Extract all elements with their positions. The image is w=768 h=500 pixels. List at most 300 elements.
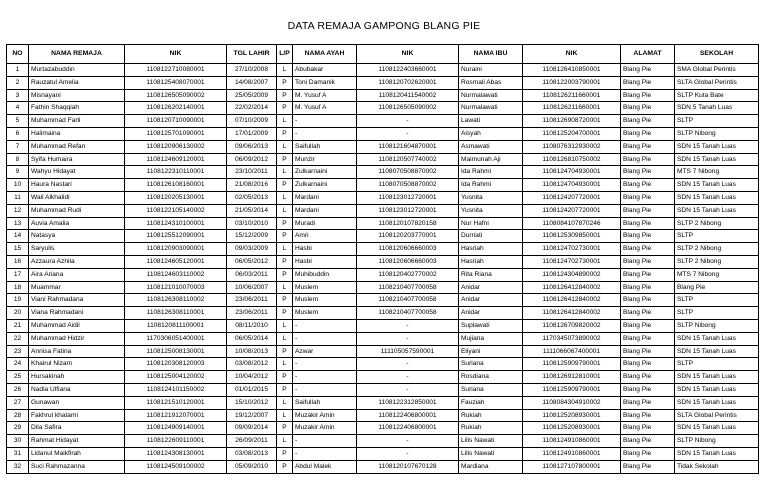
cell-sekolah: SDN 5 Tanah Luas — [675, 102, 759, 115]
cell-nama-ayah: Muhibuddin — [293, 268, 357, 281]
cell-nik-ayah: 1108210407700058 — [357, 294, 459, 307]
cell-nik-ayah: 1108120107820158 — [357, 217, 459, 230]
cell-tgl-lahir: 22/02/2014 — [227, 102, 277, 115]
cell-nama-remaja: Syifa Humaira — [29, 153, 125, 166]
cell-nama-ibu: Suriana — [459, 383, 523, 396]
cell-no: 8 — [7, 153, 29, 166]
cell-gender: L — [277, 191, 293, 204]
cell-nama-ayah: Mardani — [293, 204, 357, 217]
cell-no: 7 — [7, 140, 29, 153]
cell-nik-remaja: 1108124605120001 — [125, 255, 227, 268]
cell-nama-ibu: Yusnita — [459, 191, 523, 204]
cell-nik-ayah: 1108120702620001 — [357, 76, 459, 89]
cell-nik-ayah: - — [357, 358, 459, 371]
cell-tgl-lahir: 02/05/2013 — [227, 191, 277, 204]
cell-nik-remaja: 1108120205130001 — [125, 191, 227, 204]
table-row — [7, 115, 759, 128]
cell-nama-ibu: Nur Hafni — [459, 217, 523, 230]
cell-tgl-lahir: 10/06/2007 — [227, 281, 277, 294]
table-row — [7, 127, 759, 140]
cell-nik-remaja: 1108126108160001 — [125, 179, 227, 192]
cell-nik-ayah: 1108120411540002 — [357, 89, 459, 102]
cell-alamat: Blang Pie — [621, 217, 675, 230]
cell-alamat: Blang Pie — [621, 371, 675, 384]
cell-nik-remaja: 1108120308120003 — [125, 358, 227, 371]
cell-nik-remaja: 1108125008130001 — [125, 345, 227, 358]
cell-nik-remaja: 1108125512090001 — [125, 230, 227, 243]
cell-no: 16 — [7, 255, 29, 268]
table-row — [7, 396, 759, 409]
cell-no: 3 — [7, 89, 29, 102]
cell-tgl-lahir: 03/08/2013 — [227, 447, 277, 460]
cell-nama-remaja: Viani Rahmadana — [29, 294, 125, 307]
table-row — [7, 281, 759, 294]
cell-sekolah: SDN 15 Tanah Luas — [675, 345, 759, 358]
table-row — [7, 217, 759, 230]
header-nik-ibu: NIK — [523, 45, 621, 64]
cell-nama-ibu: Asmawati — [459, 140, 523, 153]
cell-gender: L — [277, 409, 293, 422]
cell-nama-remaja: Aira Ariana — [29, 268, 125, 281]
cell-nik-ibu: 1108126412840002 — [523, 307, 621, 320]
cell-nik-ayah: 1108120507740002 — [357, 153, 459, 166]
cell-alamat: Blang Pie — [621, 179, 675, 192]
cell-sekolah: SDN 15 Tanah Luas — [675, 179, 759, 192]
cell-gender: P — [277, 230, 293, 243]
cell-nik-ayah: 1108070508870002 — [357, 166, 459, 179]
cell-nama-ibu: Hasriah — [459, 255, 523, 268]
cell-nama-remaja: Wail Alkhalidi — [29, 191, 125, 204]
cell-gender: P — [277, 294, 293, 307]
cell-nama-remaja: Auvia Amalia — [29, 217, 125, 230]
cell-tgl-lahir: 23/06/2011 — [227, 294, 277, 307]
cell-nik-ibu: 1108124207720001 — [523, 191, 621, 204]
cell-nama-ibu: Nurmalawati — [459, 89, 523, 102]
cell-nama-remaja: Haura Nastari — [29, 179, 125, 192]
table-row — [7, 89, 759, 102]
cell-gender: P — [277, 217, 293, 230]
cell-sekolah: SLTA Global Perintis — [675, 409, 759, 422]
cell-nik-remaja: 1108124509100002 — [125, 460, 227, 473]
cell-no: 13 — [7, 217, 29, 230]
cell-nik-ibu: 1108125208930001 — [523, 422, 621, 435]
cell-gender: L — [277, 243, 293, 256]
cell-nama-remaja: Fathin Shaqqiah — [29, 102, 125, 115]
cell-alamat: Blang Pie — [621, 64, 675, 77]
cell-nik-ibu: 1108125909790001 — [523, 358, 621, 371]
page-title: DATA REMAJA GAMPONG BLANG PIE — [287, 20, 481, 32]
cell-gender: L — [277, 319, 293, 332]
cell-tgl-lahir: 14/08/2007 — [227, 76, 277, 89]
cell-nik-ibu: 1108124910860001 — [523, 435, 621, 448]
cell-sekolah: SLTP 2 Nibong — [675, 217, 759, 230]
cell-no: 12 — [7, 204, 29, 217]
cell-gender: P — [277, 307, 293, 320]
cell-nik-ibu: 1108124304890002 — [523, 268, 621, 281]
cell-nama-ibu: Lilis Nawati — [459, 435, 523, 448]
table-row — [7, 102, 759, 115]
cell-no: 15 — [7, 243, 29, 256]
cell-gender: P — [277, 422, 293, 435]
cell-nik-ayah: 1108120203770001 — [357, 230, 459, 243]
cell-no: 4 — [7, 102, 29, 115]
cell-gender: P — [277, 383, 293, 396]
cell-nama-remaja: Natasya — [29, 230, 125, 243]
cell-nik-ayah: 1108126505090002 — [357, 102, 459, 115]
cell-tgl-lahir: 15/12/2009 — [227, 230, 277, 243]
cell-nama-ibu: Anidar — [459, 281, 523, 294]
table-row — [7, 243, 759, 256]
header-gender: L/P — [277, 45, 293, 64]
cell-gender: P — [277, 127, 293, 140]
cell-gender: L — [277, 396, 293, 409]
cell-nik-remaja: 1108122310110001 — [125, 166, 227, 179]
cell-gender: P — [277, 102, 293, 115]
cell-alamat: Blang Pie — [621, 383, 675, 396]
cell-no: 1 — [7, 64, 29, 77]
cell-no: 9 — [7, 166, 29, 179]
cell-tgl-lahir: 25/05/2009 — [227, 89, 277, 102]
cell-nik-ibu: 1108126410850001 — [523, 64, 621, 77]
cell-no: 19 — [7, 294, 29, 307]
cell-nama-ibu: Anidar — [459, 307, 523, 320]
cell-alamat: Blang Pie — [621, 332, 675, 345]
cell-nama-remaja: Muammar — [29, 281, 125, 294]
cell-tgl-lahir: 03/08/2012 — [227, 358, 277, 371]
cell-nik-ibu: 1108124704930001 — [523, 179, 621, 192]
cell-tgl-lahir: 03/10/2010 — [227, 217, 277, 230]
cell-no: 24 — [7, 358, 29, 371]
cell-tgl-lahir: 06/03/2011 — [227, 268, 277, 281]
cell-alamat: Blang Pie — [621, 358, 675, 371]
cell-nik-ayah: 1108120606660003 — [357, 255, 459, 268]
cell-nik-ibu: 1108084304910002 — [523, 396, 621, 409]
table-row — [7, 179, 759, 192]
cell-nik-ibu: 1108126912810001 — [523, 371, 621, 384]
cell-nama-ibu: Lilis Nawati — [459, 447, 523, 460]
table-row — [7, 332, 759, 345]
cell-nik-ibu: 1108127107800001 — [523, 460, 621, 473]
cell-tgl-lahir: 26/09/2011 — [227, 435, 277, 448]
cell-nik-ayah: 1108120402770002 — [357, 268, 459, 281]
cell-nama-ayah: Muslem — [293, 307, 357, 320]
cell-nik-ibu: 1108126412840002 — [523, 281, 621, 294]
cell-nama-ibu: Durriati — [459, 230, 523, 243]
cell-nik-ayah: 1108210407700058 — [357, 307, 459, 320]
cell-alamat: Blang Pie — [621, 140, 675, 153]
cell-tgl-lahir: 08/11/2010 — [227, 319, 277, 332]
cell-nama-ibu: Fauziah — [459, 396, 523, 409]
cell-nik-ayah: - — [357, 319, 459, 332]
cell-nik-remaja: 1108126505090002 — [125, 89, 227, 102]
cell-nama-ayah: - — [293, 383, 357, 396]
cell-alamat: Blang Pie — [621, 396, 675, 409]
cell-nik-ibu: 1108076312930002 — [523, 140, 621, 153]
cell-nama-ayah: - — [293, 358, 357, 371]
table-row — [7, 294, 759, 307]
cell-nik-remaja: 1108124308130001 — [125, 447, 227, 460]
table-row — [7, 307, 759, 320]
cell-nama-ibu: Rosmali Abas — [459, 76, 523, 89]
cell-nik-ayah: - — [357, 115, 459, 128]
cell-nama-ibu: Mardiana — [459, 460, 523, 473]
cell-tgl-lahir: 23/06/2011 — [227, 307, 277, 320]
cell-nik-remaja: 1108124101150002 — [125, 383, 227, 396]
cell-alamat: Blang Pie — [621, 345, 675, 358]
header-nama-ibu: NAMA IBU — [459, 45, 523, 64]
table-row — [7, 435, 759, 448]
cell-tgl-lahir: 05/09/2010 — [227, 460, 277, 473]
cell-alamat: Blang Pie — [621, 102, 675, 115]
cell-sekolah: SLTP Nibong — [675, 319, 759, 332]
cell-nik-ayah: - — [357, 332, 459, 345]
cell-nama-ayah: Muzakir Amin — [293, 409, 357, 422]
cell-gender: P — [277, 179, 293, 192]
cell-sekolah: SLTP 2 Nibong — [675, 255, 759, 268]
cell-nik-remaja: 1108121010070003 — [125, 281, 227, 294]
cell-gender: L — [277, 64, 293, 77]
cell-nik-remaja: 1108126308110002 — [125, 294, 227, 307]
cell-tgl-lahir: 27/10/2008 — [227, 64, 277, 77]
table-row — [7, 153, 759, 166]
cell-alamat: Blang Pie — [621, 115, 675, 128]
cell-nik-ayah: 1108123012720001 — [357, 191, 459, 204]
cell-sekolah: SLTP — [675, 358, 759, 371]
table-row — [7, 319, 759, 332]
cell-nik-remaja: 1108120903090001 — [125, 243, 227, 256]
cell-nik-remaja: 1108122609110001 — [125, 435, 227, 448]
cell-nama-ayah: Hasbi — [293, 255, 357, 268]
cell-alamat: Blang Pie — [621, 191, 675, 204]
cell-sekolah: SDN 15 Tanah Luas — [675, 153, 759, 166]
cell-nama-ayah: Saifullah — [293, 140, 357, 153]
cell-nama-remaja: Rauzatul Amelia — [29, 76, 125, 89]
cell-nama-ibu: Aisyah — [459, 127, 523, 140]
table-row — [7, 140, 759, 153]
cell-alamat: Blang Pie — [621, 204, 675, 217]
cell-nik-ibu: 1108124910860001 — [523, 447, 621, 460]
cell-nama-ayah: Muslem — [293, 294, 357, 307]
cell-tgl-lahir: 09/09/2014 — [227, 422, 277, 435]
cell-nik-ayah: 1108122406800001 — [357, 422, 459, 435]
cell-tgl-lahir: 06/05/2012 — [227, 255, 277, 268]
cell-nama-remaja: Halimaina — [29, 127, 125, 140]
cell-gender: L — [277, 115, 293, 128]
cell-tgl-lahir: 23/10/2011 — [227, 166, 277, 179]
cell-alamat: Blang Pie — [621, 268, 675, 281]
cell-nama-remaja: Khairul Nizam — [29, 358, 125, 371]
cell-sekolah: SLTP Nibong — [675, 127, 759, 140]
cell-alamat: Blang Pie — [621, 127, 675, 140]
cell-nik-ibu: 1108084107870246 — [523, 217, 621, 230]
cell-nama-remaja: Muhammad Aidil — [29, 319, 125, 332]
table-row — [7, 345, 759, 358]
cell-alamat: Blang Pie — [621, 435, 675, 448]
cell-nama-ibu: Suplawati — [459, 319, 523, 332]
cell-nik-remaja: 1108125004120002 — [125, 371, 227, 384]
header-nama-remaja: NAMA REMAJA — [29, 45, 125, 64]
cell-nik-ayah: 1108120107670128 — [357, 460, 459, 473]
cell-gender: P — [277, 345, 293, 358]
cell-nik-ibu: 1108126211660001 — [523, 102, 621, 115]
cell-nik-remaja: 1108120906130002 — [125, 140, 227, 153]
table-header-row — [7, 45, 759, 64]
cell-alamat: Blang Pie — [621, 166, 675, 179]
cell-nama-ayah: Zulkarnaini — [293, 166, 357, 179]
cell-gender: L — [277, 140, 293, 153]
header-no: NO — [7, 45, 29, 64]
cell-sekolah: SLTP — [675, 307, 759, 320]
cell-nama-ayah: - — [293, 319, 357, 332]
cell-sekolah: SDN 15 Tanah Luas — [675, 422, 759, 435]
cell-nik-ibu: 1108125204700001 — [523, 127, 621, 140]
cell-nik-ayah: 1108210407700058 — [357, 281, 459, 294]
cell-sekolah: SDN 15 Tanah Luas — [675, 396, 759, 409]
cell-nama-remaja: Muhammad Rudi — [29, 204, 125, 217]
cell-sekolah: MTS 7 Nibong — [675, 268, 759, 281]
cell-nama-ayah: Hasbi — [293, 243, 357, 256]
cell-nik-ibu: 1108126412840002 — [523, 294, 621, 307]
cell-nama-ayah: Mardani — [293, 191, 357, 204]
cell-nama-ayah: Muslem — [293, 281, 357, 294]
youth-data-table — [6, 44, 759, 474]
header-nama-ayah: NAMA AYAH — [293, 45, 357, 64]
table-row — [7, 255, 759, 268]
table-row — [7, 268, 759, 281]
cell-nik-ayah: 1108121604870001 — [357, 140, 459, 153]
cell-nama-ayah: - — [293, 332, 357, 345]
cell-nik-ibu: 1108124702730001 — [523, 243, 621, 256]
cell-alamat: Blang Pie — [621, 153, 675, 166]
cell-tgl-lahir: 07/10/2009 — [227, 115, 277, 128]
cell-gender: P — [277, 255, 293, 268]
cell-gender: L — [277, 435, 293, 448]
table-row — [7, 230, 759, 243]
cell-nik-ayah: 1108122406800001 — [357, 409, 459, 422]
cell-nik-ibu: 1108124704930001 — [523, 166, 621, 179]
cell-no: 10 — [7, 179, 29, 192]
cell-nama-ibu: Rukiah — [459, 409, 523, 422]
cell-gender: P — [277, 153, 293, 166]
cell-alamat: Blang Pie — [621, 422, 675, 435]
cell-nama-ibu: Anidar — [459, 294, 523, 307]
cell-nama-remaja: Nadia Ulfiana — [29, 383, 125, 396]
cell-nama-ayah: Munzir — [293, 153, 357, 166]
cell-no: 17 — [7, 268, 29, 281]
cell-nik-remaja: 1108124909140001 — [125, 422, 227, 435]
cell-no: 6 — [7, 127, 29, 140]
cell-nama-ayah: Amri — [293, 230, 357, 243]
cell-gender: L — [277, 358, 293, 371]
cell-alamat: Blang Pie — [621, 281, 675, 294]
cell-nik-remaja: 1108120811100001 — [125, 319, 227, 332]
table-row — [7, 383, 759, 396]
cell-no: 26 — [7, 383, 29, 396]
table-row — [7, 358, 759, 371]
cell-nama-ayah: Azwar — [293, 345, 357, 358]
cell-nama-remaja: Muhammad Farli — [29, 115, 125, 128]
cell-nama-ayah: - — [293, 371, 357, 384]
cell-nama-remaja: Murtazabuddin — [29, 64, 125, 77]
cell-sekolah: SDN 15 Tanah Luas — [675, 140, 759, 153]
table-row — [7, 64, 759, 77]
cell-nik-ayah: 1108122312850001 — [357, 396, 459, 409]
cell-tgl-lahir: 09/03/2009 — [227, 243, 277, 256]
cell-gender: P — [277, 89, 293, 102]
cell-gender: P — [277, 371, 293, 384]
cell-sekolah: SLTP Kuta Bate — [675, 89, 759, 102]
cell-nama-ibu: Mujiana — [459, 332, 523, 345]
cell-gender: P — [277, 268, 293, 281]
cell-nama-ayah: Toni Damanik — [293, 76, 357, 89]
cell-nik-ayah: - — [357, 127, 459, 140]
cell-sekolah: SDN 15 Tanah Luas — [675, 204, 759, 217]
cell-nik-ayah: 1108070508870002 — [357, 179, 459, 192]
cell-tgl-lahir: 15/10/2012 — [227, 396, 277, 409]
cell-nama-remaja: Fakhrul khatami — [29, 409, 125, 422]
table-row — [7, 191, 759, 204]
cell-nik-remaja: 1108121912070001 — [125, 409, 227, 422]
cell-no: 14 — [7, 230, 29, 243]
cell-nik-ayah: - — [357, 435, 459, 448]
cell-tgl-lahir: 17/01/2009 — [227, 127, 277, 140]
header-alamat: ALAMAT — [621, 45, 675, 64]
cell-nama-remaja: Hursakinah — [29, 371, 125, 384]
cell-nama-ibu: Maimunah Aji — [459, 153, 523, 166]
cell-sekolah: SDN 15 Tanah Luas — [675, 383, 759, 396]
cell-no: 25 — [7, 371, 29, 384]
cell-sekolah: SLTP Nibong — [675, 435, 759, 448]
cell-no: 21 — [7, 319, 29, 332]
cell-nik-ibu: 1108126709820002 — [523, 319, 621, 332]
cell-tgl-lahir: 21/08/2016 — [227, 179, 277, 192]
cell-tgl-lahir: 06/09/2012 — [227, 153, 277, 166]
cell-nik-ayah: 1108122403660001 — [357, 64, 459, 77]
cell-nik-remaja: 1170306051400001 — [125, 332, 227, 345]
table-row — [7, 460, 759, 473]
cell-no: 32 — [7, 460, 29, 473]
cell-alamat: Blang Pie — [621, 230, 675, 243]
cell-nama-remaja: Annisa Fatina — [29, 345, 125, 358]
cell-nik-ayah: - — [357, 371, 459, 384]
cell-nik-ibu: 1108126211660001 — [523, 89, 621, 102]
cell-nik-remaja: 1108122105140002 — [125, 204, 227, 217]
cell-nama-remaja: Misnayani — [29, 89, 125, 102]
cell-no: 28 — [7, 409, 29, 422]
cell-sekolah: SLTA Global Perintis — [675, 76, 759, 89]
cell-alamat: Blang Pie — [621, 307, 675, 320]
cell-nik-ibu: 1108126810750002 — [523, 153, 621, 166]
cell-nik-ayah: 1108120606660003 — [357, 243, 459, 256]
cell-nik-remaja: 1108124310100001 — [125, 217, 227, 230]
cell-nama-ayah: Muradi — [293, 217, 357, 230]
cell-nama-ibu: Hasriah — [459, 243, 523, 256]
cell-tgl-lahir: 10/08/2013 — [227, 345, 277, 358]
header-tgl-lahir: TGL LAHIR — [227, 45, 277, 64]
cell-no: 30 — [7, 435, 29, 448]
cell-nik-ibu: 1108122003790001 — [523, 76, 621, 89]
cell-nama-ayah: - — [293, 435, 357, 448]
table-row — [7, 371, 759, 384]
cell-sekolah: SDN 15 Tanah Luas — [675, 191, 759, 204]
cell-nama-remaja: Wahyu Hidayat — [29, 166, 125, 179]
header-nik-remaja: NIK — [125, 45, 227, 64]
cell-alamat: Blang Pie — [621, 243, 675, 256]
cell-alamat: Blang Pie — [621, 319, 675, 332]
cell-nama-ibu: Rukiah — [459, 422, 523, 435]
cell-nik-ayah: 111105057590001 — [357, 345, 459, 358]
cell-no: 22 — [7, 332, 29, 345]
